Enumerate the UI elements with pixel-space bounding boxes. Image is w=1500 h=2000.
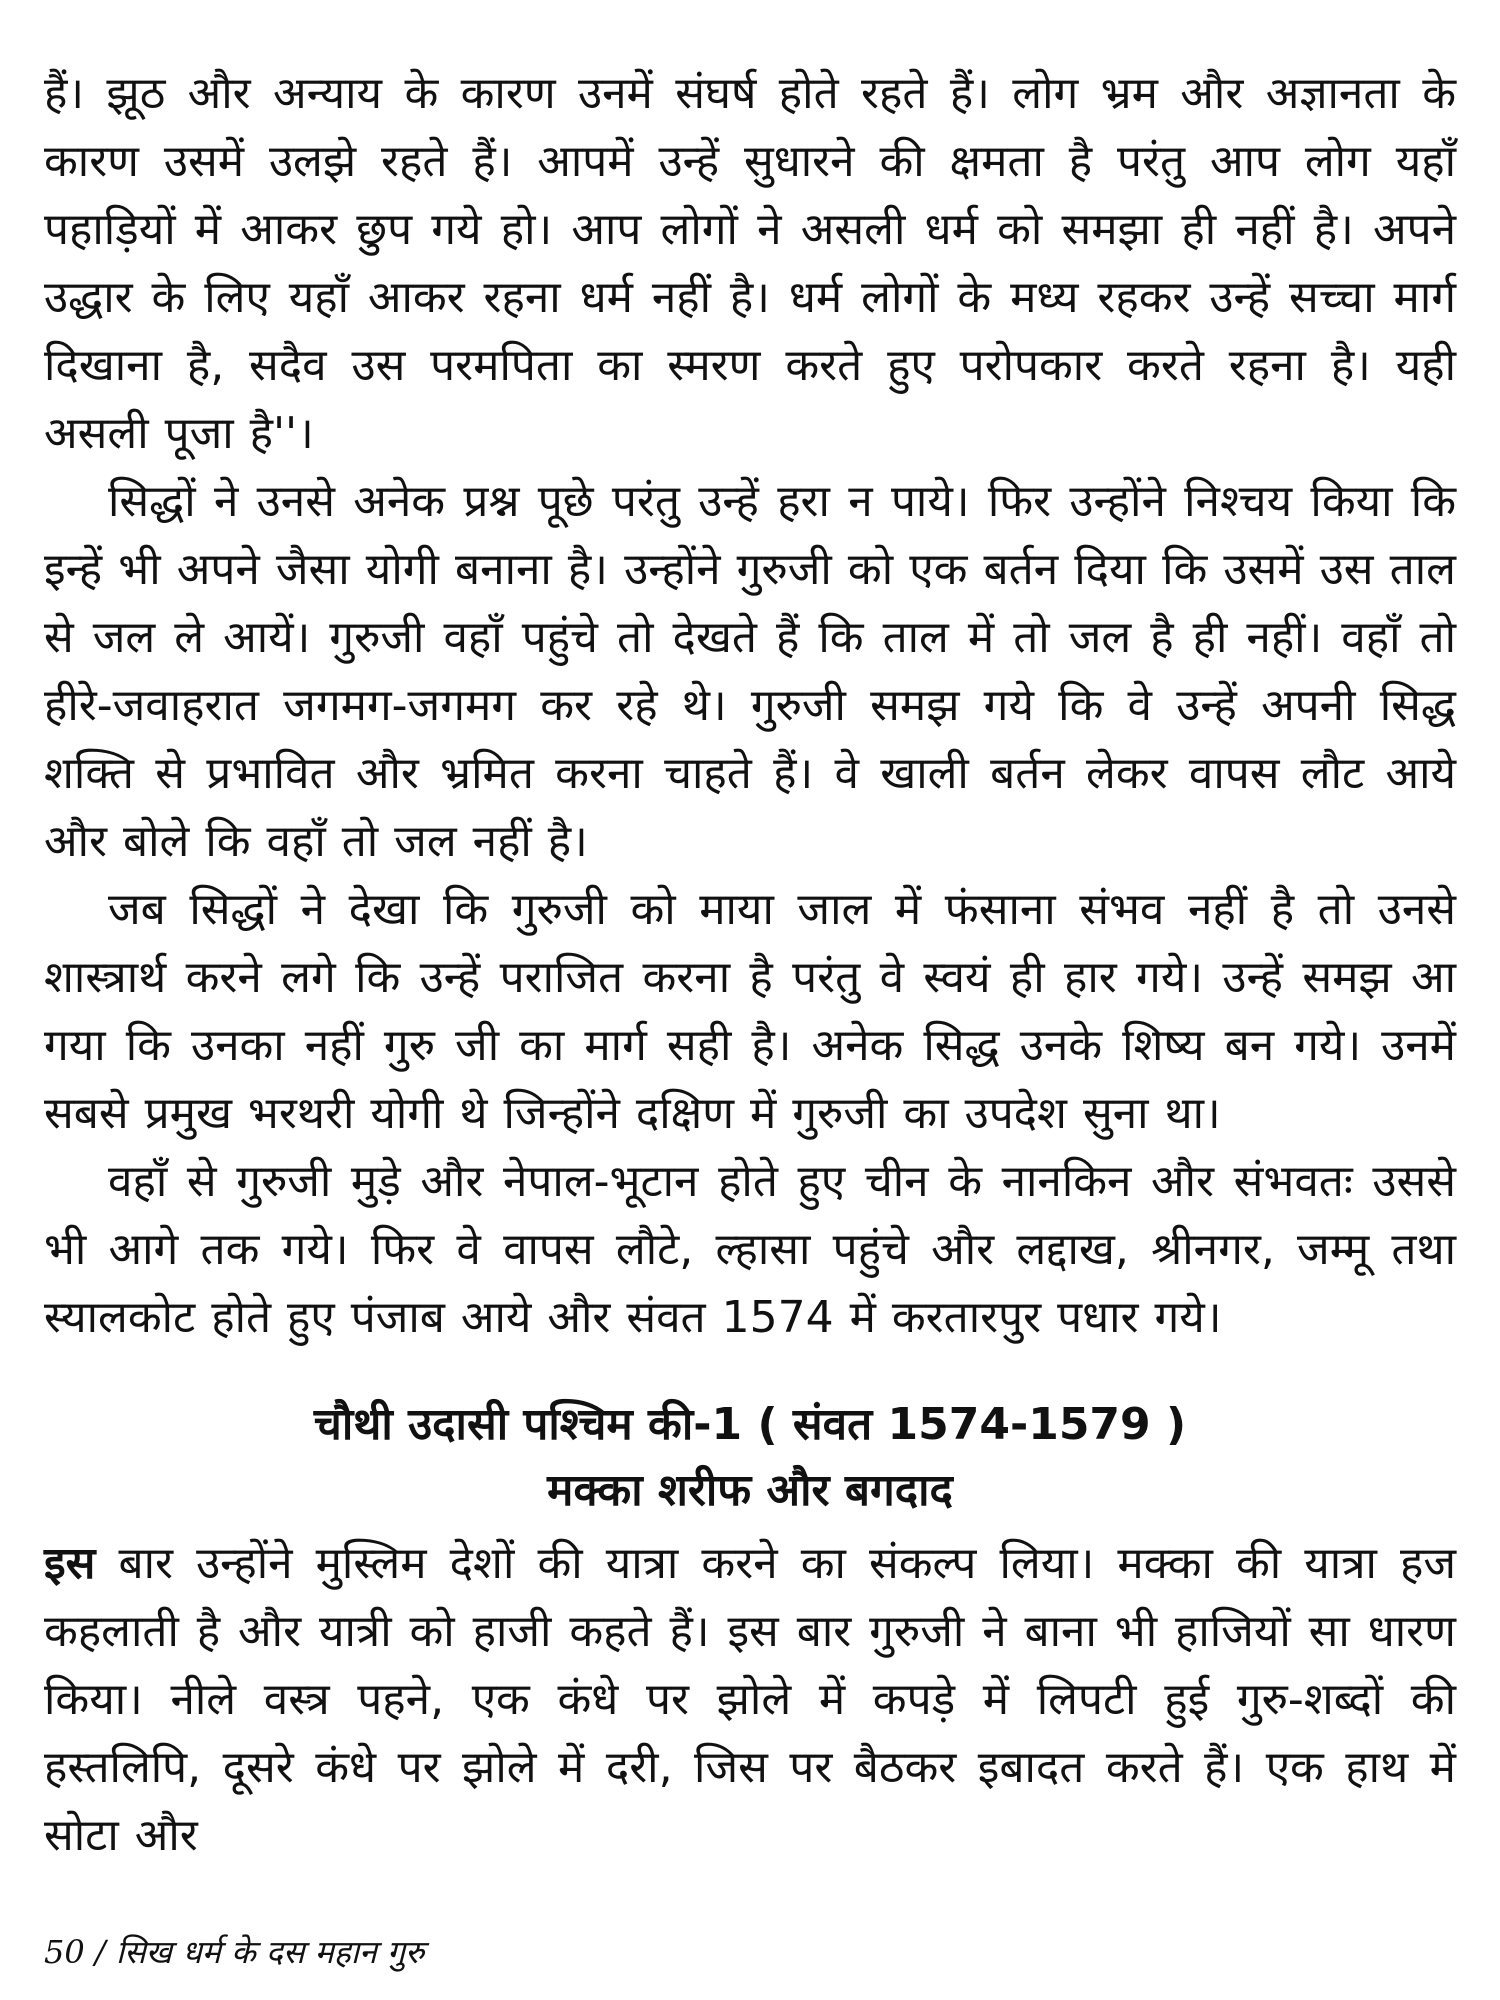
paragraph-debate: जब सिद्धों ने देखा कि गुरुजी को माया जाल में फंसाना संभव नहीं है तो उनसे शास्त्रार्थ करने लगे कि उन्हें पराजित करना है परंतु वे स्वयं ही हार गये। उन्हें समझ आ गया कि उनका नहीं गुरु जी का मार्ग सही है। अनेक सिद्ध उनके शिष्य बन गये। उनमें सबसे प्रमुख भरथरी योगी थे जिन्होंने दक्षिण में गुरुजी का उपदेश सुना था। <box>44 884 1456 1139</box>
section-heading: चौथी उदासी पश्चिम की-1 ( संवत 1574-1579 ) <box>313 1399 1187 1450</box>
paragraph-continued: हैं। झूठ और अन्याय के कारण उनमें संघर्ष होते रहते हैं। लोग भ्रम और अज्ञानता के कारण उसमें उलझे रहते हैं। आपमें उन्हें सुधारने की क्षमता है परंतु आप लोग यहाँ पहाड़ियों में आकर छुप गये हो। आप लोगों ने असली धर्म को समझा ही नहीं है। अपने उद्धार के लिए यहाँ आकर रहना धर्म नहीं है। धर्म लोगों के मध्य रहकर उन्हें सच्चा मार्ग दिखाना है, सदैव उस परमपिता का स्मरण करते हुए परोपकार करते रहना है। यही असली पूजा है''। <box>44 68 1456 459</box>
section-subheading: मक्का शरीफ और बगदाद <box>547 1465 953 1516</box>
paragraph-body: बार उन्होंने मुस्लिम देशों की यात्रा करने का संकल्प लिया। मक्का की यात्रा हज कहलाती है और यात्री को हाजी कहते हैं। इस बार गुरुजी ने बाना भी हाजियों सा धारण किया। नीले वस्त्र पहने, एक कंधे पर झोले में कपड़े में लिपटी हुई गुरु-शब्दों की हस्तलिपि, दूसरे कंधे पर झोले में दरी, जिस पर बैठकर इबादत करते हैं। एक हाथ में सोटा और <box>44 1538 1456 1861</box>
page-footer: 50 / सिख धर्म के दस महान गुरु <box>44 1933 425 1971</box>
paragraph-mecca-journey <box>44 1530 1456 1870</box>
paragraph-lead-word: इस <box>44 1538 96 1589</box>
paragraph-siddhas-test: सिद्धों ने उनसे अनेक प्रश्न पूछे परंतु उन्हें हरा न पाये। फिर उन्होंने निश्चय किया कि इन्हें भी अपने जैसा योगी बनाना है। उन्होंने गुरुजी को एक बर्तन दिया कि उसमें उस ताल से जल ले आयें। गुरुजी वहाँ पहुंचे तो देखते हैं कि ताल में तो जल है ही नहीं। वहाँ तो हीरे-जवाहरात जगमग-जगमग कर रहे थे। गुरुजी समझ गये कि वे उन्हें अपनी सिद्ध शक्ति से प्रभावित और भ्रमित करना चाहते हैं। वे खाली बर्तन लेकर वापस लौट आये और बोले कि वहाँ तो जल नहीं है। <box>44 476 1456 867</box>
section-spacer <box>44 1352 1456 1392</box>
paragraph-return-journey: वहाँ से गुरुजी मुड़े और नेपाल-भूटान होते हुए चीन के नानकिन और संभवतः उससे भी आगे तक गये। फिर वे वापस लौटे, ल्हासा पहुंचे और लद्दाख, श्रीनगर, जम्मू तथा स्यालकोट होते हुए पंजाब आये और संवत 1574 में करतारपुर पधार गये। <box>44 1156 1456 1343</box>
